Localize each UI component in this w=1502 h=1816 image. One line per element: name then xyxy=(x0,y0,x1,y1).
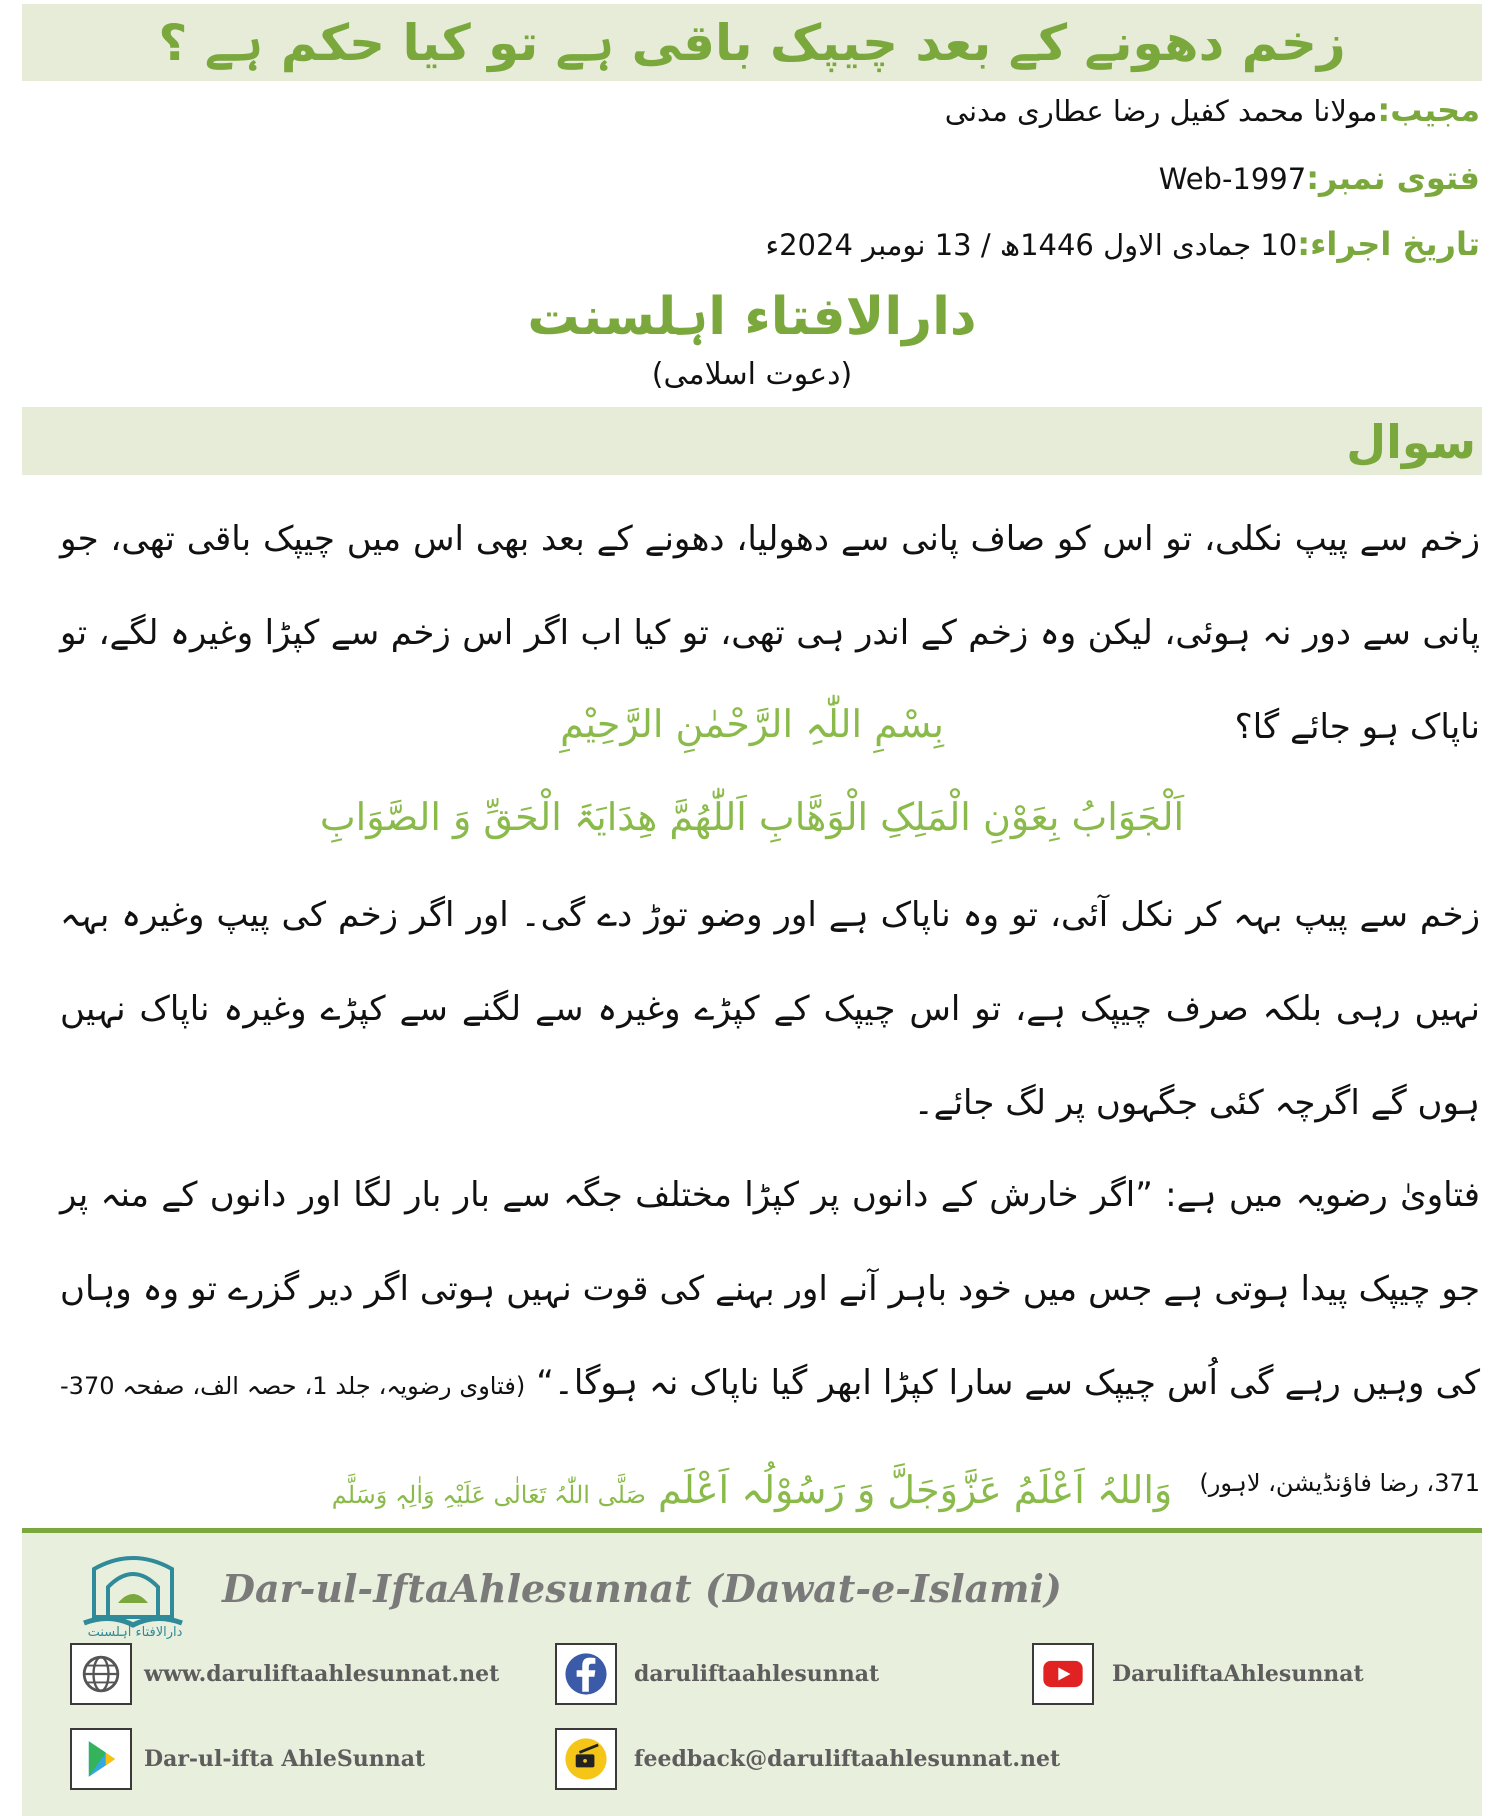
mujeeb-value: مولانا محمد کفیل رضا عطاری مدنی xyxy=(944,94,1378,128)
feedback-icon xyxy=(555,1728,617,1790)
fatwa-number-row xyxy=(1159,156,1480,201)
brand-subtitle: (دعوت اسلامی) xyxy=(651,357,853,392)
closing-salutation: صَلَّی اللّٰہُ تَعَالٰی عَلَیْہِ وَاٰلِہٖ وَسَلَّم xyxy=(331,1481,646,1509)
brand-title: دارالافتاء اہلسنت xyxy=(527,287,977,347)
answer-paragraph: زخم سے پیپ بہہ کر نکل آئی، تو وہ ناپاک ہے اور وضو توڑ دے گی۔ اور اگر زخم کی پیپ وغیرہ بہہ نہیں رہی بلکہ صرف چیپک ہے، تو اس چیپک کے کپڑے وغیرہ سے لگنے سے کپڑے وغیرہ ناپاک نہیں ہوں گے اگرچہ کئی جگہوں پر لگ جائے۔ xyxy=(60,895,1480,1123)
footer xyxy=(22,1528,1482,1816)
closing-line xyxy=(22,1455,1482,1525)
facebook-icon xyxy=(555,1643,617,1705)
basmala: بِسْمِ اللّٰہِ الرَّحْمٰنِ الرَّحِیْمِ xyxy=(560,702,944,746)
fatwa-number-label: فتوی نمبر: xyxy=(1306,159,1480,197)
facebook-link[interactable]: daruliftaahlesunnat xyxy=(634,1661,880,1687)
app-link[interactable]: Dar-ul-ifta AhleSunnat xyxy=(144,1746,426,1772)
youtube-link[interactable]: DaruliftaAhlesunnat xyxy=(1112,1661,1364,1687)
play-store-icon xyxy=(70,1728,132,1790)
website-link[interactable]: www.daruliftaahlesunnat.net xyxy=(144,1661,500,1687)
feedback-email[interactable]: feedback@daruliftaahlesunnat.net xyxy=(634,1746,1061,1772)
mujeeb-label: مجیب: xyxy=(1377,91,1480,129)
logo-icon xyxy=(70,1547,196,1657)
question-band xyxy=(22,407,1482,475)
quote-reference: (فتاوی رضویہ، جلد 1، حصہ الف، صفحہ 370-371، رضا فاؤنڈیشن، لاہور) xyxy=(60,1372,1480,1497)
fatwa-number-value: Web-1997 xyxy=(1158,162,1307,196)
issue-date-value: 10 جمادی الاول 1446ھ / 13 نومبر 2024ء xyxy=(765,228,1298,262)
mujeeb-row xyxy=(945,88,1480,133)
issue-date-label: تاریخ اجراء: xyxy=(1297,225,1480,263)
page-title: زخم دھونے کے بعد چیپک باقی ہے تو کیا حکم ہے ؟ xyxy=(158,14,1346,72)
logo-caption: دارالافتاء اہلسنت xyxy=(87,1625,183,1640)
question-text: زخم سے پیپ نکلی، تو اس کو صاف پانی سے دھولیا، دھونے کے بعد بھی اس میں چیپک باقی تھی، جو پانی سے دور نہ ہوئی، لیکن وہ زخم کے اندر ہی تھی، تو کیا اب اگر اس زخم سے کپڑا وغیرہ لگے، تو ناپاک ہو جائے گا؟ xyxy=(60,519,1480,747)
question-heading: سوال xyxy=(1346,415,1476,469)
quote-text: فتاویٰ رضویہ میں ہے: ”اگر خارش کے دانوں پر کپڑا مختلف جگہ سے بار بار لگا اور دانوں کے منہ پر جو چیپک پیدا ہوتی ہے جس میں خود باہر آنے اور بہنے کی قوت نہیں ہوتی اگر دیر گزرے تو وہ وہاں کی وہیں رہے گی اُس چیپک سے سارا کپڑا ابھر گیا ناپاک نہ ہوگا۔“ xyxy=(60,1175,1481,1403)
answer-opening: اَلْجَوَابُ بِعَوْنِ الْمَلِکِ الْوَھَّابِ اَللّٰھُمَّ ھِدَایَۃَ الْحَقِّ وَ الصَّوَابِ xyxy=(319,795,1185,839)
globe-icon xyxy=(70,1643,132,1705)
footer-title: Dar-ul-IftaAhlesunnat (Dawat-e-Islami) xyxy=(222,1566,1062,1611)
closing-main: وَاللہُ اَعْلَمُ عَزَّوَجَلَّ وَ رَسُوْلُہ اَعْلَم xyxy=(658,1468,1173,1512)
youtube-icon xyxy=(1032,1643,1094,1705)
issue-date-row xyxy=(765,222,1480,267)
